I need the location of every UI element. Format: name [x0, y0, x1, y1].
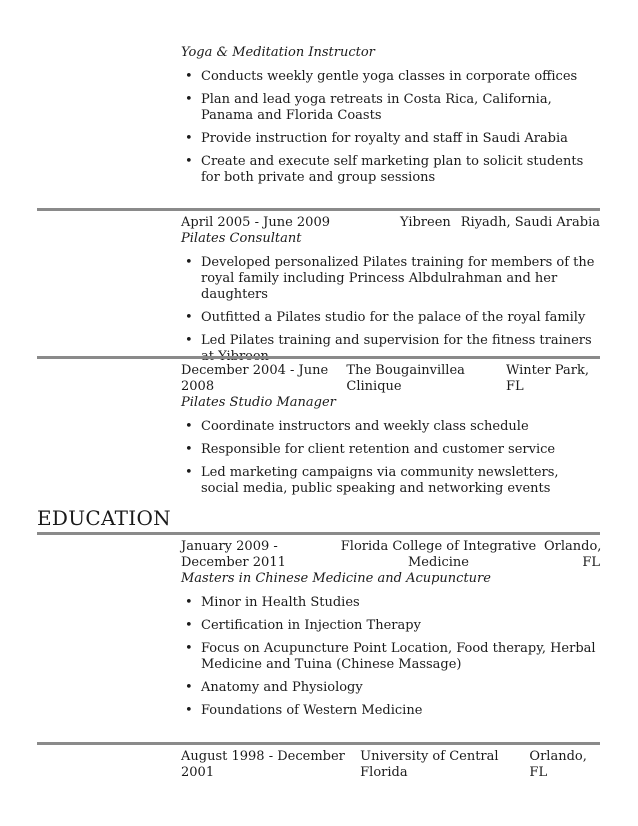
education-bullets — [181, 595, 600, 719]
education-header — [181, 539, 600, 571]
education-location: Orlando, FL — [544, 539, 602, 570]
list-item: • Coordinate instructors and weekly class schedule — [181, 419, 600, 435]
section-divider — [37, 356, 600, 359]
job-title: Yoga & Meditation Instructor — [181, 45, 375, 60]
list-item: • Led marketing campaigns via community newsletters, social media, public speaking and networking events — [181, 465, 600, 497]
list-item: • Foundations of Western Medicine — [181, 703, 600, 719]
education-header — [181, 749, 600, 781]
job-company: Yibreen — [399, 215, 451, 230]
list-item: • Focus on Acupuncture Point Location, Food therapy, Herbal Medicine and Tuina (Chinese Massage) — [181, 641, 600, 673]
list-item: • Create and execute self marketing plan to solicit students for both private and group sessions — [181, 154, 600, 186]
list-item: • Conducts weekly gentle yoga classes in corporate offices — [181, 69, 600, 85]
section-divider — [37, 742, 600, 745]
job-location: Riyadh, Saudi Arabia — [460, 215, 600, 230]
section-divider — [37, 208, 600, 211]
job-bullets — [181, 69, 600, 186]
education-dates: January 2009 - December 2011 — [181, 539, 286, 570]
education-entry-ucf — [181, 749, 600, 781]
job-entry-yibreen — [181, 215, 600, 372]
list-item: • Provide instruction for royalty and staff in Saudi Arabia — [181, 131, 600, 147]
list-item: • Anatomy and Physiology — [181, 680, 600, 696]
list-item: • Certification in Injection Therapy — [181, 618, 600, 634]
job-header — [181, 363, 600, 395]
list-item: • Led Pilates training and supervision for the fitness trainers — [181, 333, 600, 365]
education-location: Orlando, FL — [529, 749, 587, 780]
list-item: • Developed personalized Pilates training for members of the royal family including Princess Albdulrahman and her daughters — [181, 255, 600, 303]
job-dates: April 2005 - June 2009 — [181, 215, 330, 230]
job-location: Winter Park, FL — [505, 363, 590, 394]
job-header — [181, 215, 600, 231]
section-heading-education: EDUCATION — [37, 506, 171, 530]
list-item: • Plan and lead yoga retreats in Costa Rica, California, Panama and Florida Coasts — [181, 92, 600, 124]
list-item: • Outfitted a Pilates studio for the palace of the royal family — [181, 310, 600, 326]
section-divider — [37, 532, 600, 535]
list-item: • Minor in Health Studies — [181, 595, 600, 611]
job-title: Pilates Consultant — [181, 231, 302, 246]
job-dates: December 2004 - June 2008 — [181, 363, 329, 394]
education-school: University of Central Florida — [360, 749, 499, 780]
degree-title: Masters in Chinese Medicine and Acupuncture — [181, 571, 491, 586]
education-school: Florida College of Integrative Medicine — [340, 539, 537, 570]
job-title: Pilates Studio Manager — [181, 395, 336, 410]
job-entry-yoga — [181, 45, 600, 193]
job-bullets — [181, 419, 600, 497]
job-bullets — [181, 255, 600, 365]
job-entry-bougainvillea — [181, 363, 600, 504]
education-entry-fcim — [181, 539, 600, 726]
list-item: • Responsible for client retention and customer service — [181, 442, 600, 458]
education-dates: August 1998 - December 2001 — [181, 749, 345, 780]
job-company: The Bougainvillea Clinique — [346, 363, 465, 394]
